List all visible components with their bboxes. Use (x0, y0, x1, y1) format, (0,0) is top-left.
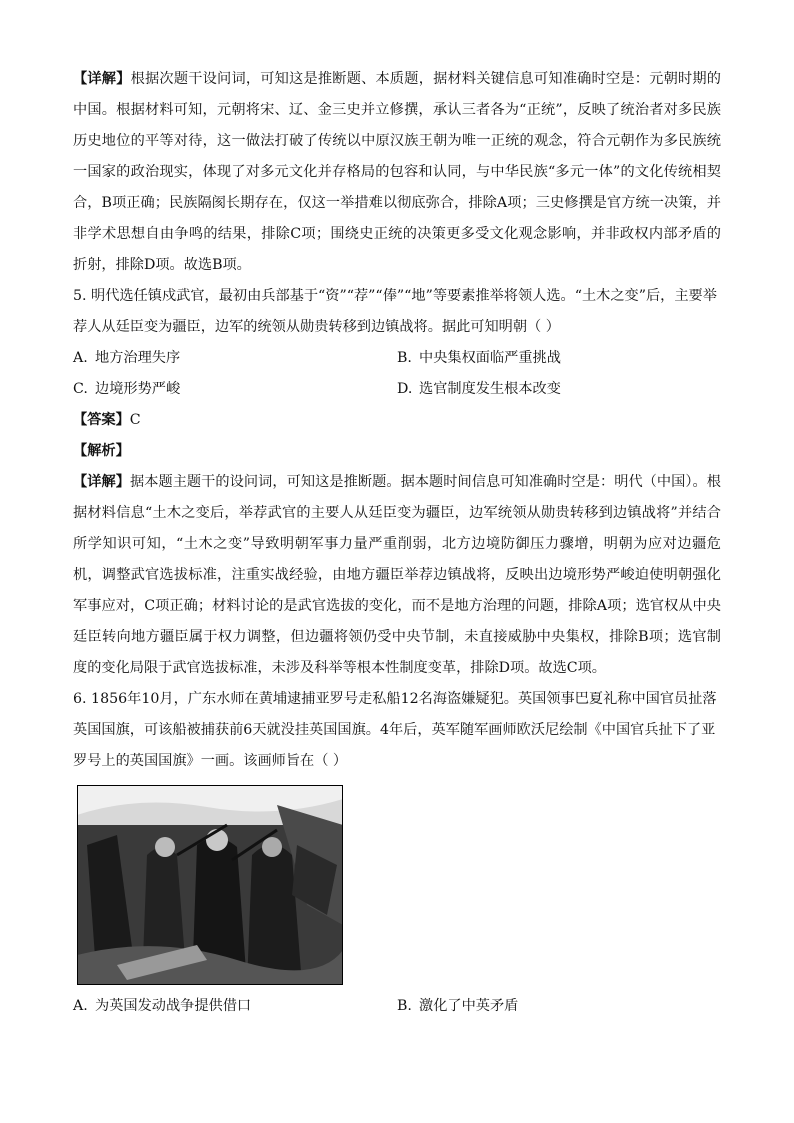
q5-answer (73, 405, 721, 436)
q5-option-a: A. 地方治理失序 (73, 350, 181, 366)
q5-detail (73, 467, 721, 684)
q6-stem: 6. 1856年10月，广东水师在黄埔逮捕亚罗号走私船12名海盗嫌疑犯。英国领事巴夏礼称中国官员扯落英国国旗，可该船被捕获前6天就没挂英国国旗。4年后，英军随军画师欧沃尼绘制《中国官兵扯下了亚罗号上的英国国旗》一画。该画师旨在（ ） (73, 691, 717, 769)
q5-option-d: D. 选官制度发生根本改变 (397, 381, 561, 397)
q6-option-a: A. 为英国发动战争提供借口 (73, 998, 252, 1014)
answer-value: C (129, 412, 141, 428)
q6-options (73, 991, 721, 1022)
q5-options (73, 343, 721, 405)
engraving-illustration (77, 785, 343, 985)
detail-label: 【详解】 (73, 71, 131, 87)
q5-option-b: B. 中央集权面临严重挑战 (397, 350, 561, 366)
answer-label: 【答案】 (73, 412, 130, 428)
detail-text: 据本题主题干的设问词，可知这是推断题。据本题时间信息可知准确时空是：明代（中国）。根据材料信息“土木之变后，举荐武官的主要人从廷臣变为疆臣，边军统领从勋贵转移到边镇战将”并结合所学知识可知，“土木之变”导致明朝军事力量严重削弱，北方边境防御压力骤增，明朝为应对边疆危机，调整武官选拔标准，注重实战经验，由地方疆臣举荐边镇战将，反映出边境形势严峻迫使明朝强化军事应对，C项正确；材料讨论的是武官选拔的变化，而不是地方治理的问题，排除A项；选官权从中央廷臣转向地方疆臣属于权力调整，但边疆将领仍受中央节制，未直接威胁中央集权，排除B项；选官制度的变化局限于武官选拔标准，未涉及科举等根本性制度变革，排除D项。故选C项。 (73, 474, 721, 676)
q6-option-b: B. 激化了中英矛盾 (397, 998, 519, 1014)
detail-text: 根据次题干设问词，可知这是推断题、本质题，据材料关键信息可知准确时空是：元朝时期的中国。根据材料可知，元朝将宋、辽、金三史并立修撰，承认三者各为“正统”，反映了统治者对多民族历史地位的平等对待，这一做法打破了传统以中原汉族王朝为唯一正统的观念，符合元朝作为多民族统一国家的政治现实，体现了对多元文化并存格局的包容和认同，与中华民族“多元一体”的文化传统相契合，B项正确；民族隔阂长期存在，仅这一举措难以彻底弥合，排除A项；三史修撰是官方统一决策，并非学术思想自由争鸣的结果，排除C项；围绕史正统的决策更多受文化观念影响，并非政权内部矛盾的折射，排除D项。故选B项。 (73, 71, 721, 273)
document-page (73, 64, 721, 1022)
q5-option-c: C. 边境形势严峻 (73, 381, 181, 397)
engraving-image (77, 785, 343, 985)
q5-stem: 5. 明代选任镇戍武官，最初由兵部基于“资”“荐”“俸”“地”等要素推举将领人选。“土木之变”后，主要举荐人从廷臣变为疆臣，边军的统领从勋贵转移到边镇战将。据此可知明朝（ ） (73, 288, 717, 335)
detail-label: 【详解】 (73, 474, 130, 490)
q4-detail (73, 64, 721, 281)
q5-analysis-heading: 【解析】 (73, 443, 130, 459)
